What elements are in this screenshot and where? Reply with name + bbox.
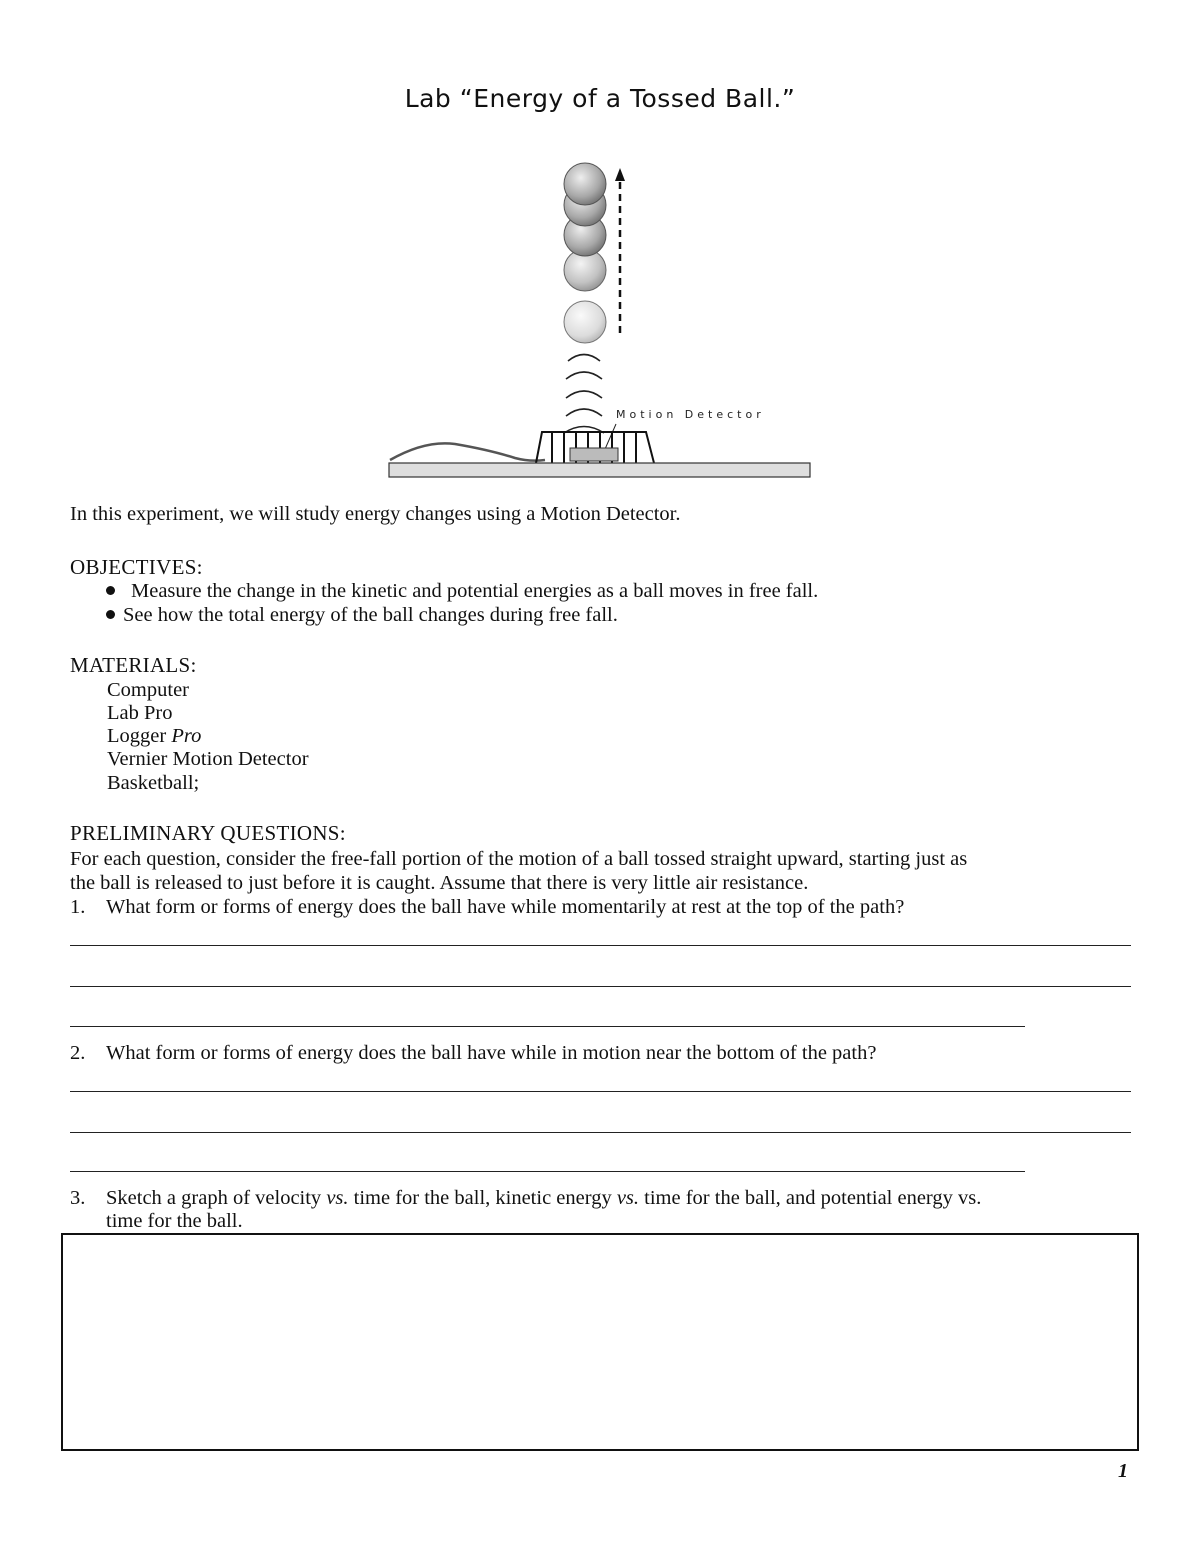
ball-position [564,301,606,343]
answer-line[interactable] [70,1171,1025,1172]
sketch-box[interactable] [61,1233,1139,1451]
preliminary-instructions: For each question, consider the free-fall portion of the motion of a ball tossed straight upward, starting just as [70,848,968,870]
material-item: Basketball; [107,772,200,794]
preliminary-instructions: the ball is released to just before it is caught. Assume that there is very little air resistance. [70,872,809,894]
material-item: Computer [107,679,189,701]
question-number: 1. [70,896,86,918]
answer-line[interactable] [70,945,1131,946]
bullet-icon [106,610,115,619]
answer-line[interactable] [70,1091,1131,1092]
question-3: Sketch a graph of velocity vs. time for the ball, kinetic energy vs. time for the ball, and potential energy vs. [106,1187,982,1209]
material-item: Lab Pro [107,702,173,724]
preliminary-heading: PRELIMINARY QUESTIONS: [70,821,346,845]
sound-waves [564,355,604,434]
page-number: 1 [1118,1460,1128,1482]
question-number: 3. [70,1187,86,1209]
ball-position [564,163,606,205]
question-2: What form or forms of energy does the ball have while in motion near the bottom of the path? [106,1042,877,1064]
materials-heading: MATERIALS: [70,653,197,677]
list-item: See how the total energy of the ball changes during free fall. [106,604,618,627]
tossed-ball-figure [380,158,820,483]
material-item: Logger Pro [107,725,202,747]
bullet-icon [106,586,115,595]
answer-line[interactable] [70,1026,1025,1027]
motion-detector [570,448,618,461]
answer-line[interactable] [70,1132,1131,1133]
answer-line[interactable] [70,986,1131,987]
motion-detector-label: Motion Detector [616,408,765,421]
arrow-head-icon [615,168,625,181]
question-number: 2. [70,1042,86,1064]
table-base [389,463,810,477]
objectives-heading: OBJECTIVES: [70,555,203,579]
page-title: Lab “Energy of a Tossed Ball.” [404,84,796,113]
list-item: Measure the change in the kinetic and potential energies as a ball moves in free fall. [106,580,818,603]
intro-text: In this experiment, we will study energy changes using a Motion Detector. [70,503,681,525]
detector-cable [390,443,545,460]
question-3-continued: time for the ball. [106,1210,243,1232]
material-item: Vernier Motion Detector [107,748,309,770]
question-1: What form or forms of energy does the ball have while momentarily at rest at the top of the path? [106,896,905,918]
